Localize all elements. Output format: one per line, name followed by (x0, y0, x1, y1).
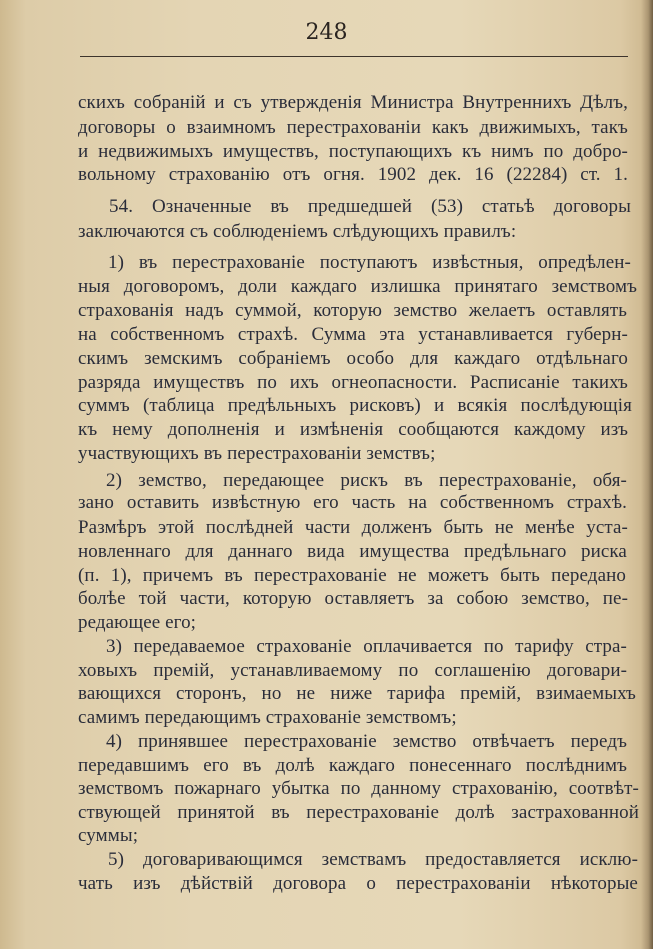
text-line: заключаются съ соблюденіемъ слѣдующихъ правилъ: (78, 221, 517, 242)
text-line: на собственномъ страхѣ. Сумма эта устанавливается губерн- (78, 324, 628, 345)
text-line: редающее его; (78, 612, 197, 633)
text-line: разряда имуществъ по ихъ огнеопасности. Расписаніе такихъ (78, 372, 628, 393)
text-line: суммы; (78, 825, 139, 846)
text-line: земствомъ пожарнаго убытка по данному страхованію, соотвѣт- (78, 778, 639, 799)
text-line: 54. Означенные въ предшедшей (53) статьѣ договоры (109, 196, 631, 217)
text-line: скимъ земскимъ собраніемъ особо для каждаго отдѣльнаго (78, 348, 628, 369)
text-line: самимъ передающимъ страхованіе земствомъ; (78, 707, 457, 728)
text-line: 3) передаваемое страхованіе оплачивается по тарифу стра- (106, 636, 627, 657)
text-line: 1) въ перестрахованіе поступаютъ извѣстныя, опредѣлен- (108, 252, 631, 273)
page-number: 248 (305, 20, 348, 45)
text-line: новленнаго для даннаго вида имущества предѣльнаго риска (78, 541, 627, 562)
text-line: вольному страхованію отъ огня. 1902 дек. 16 (22284) ст. 1. (78, 164, 628, 185)
text-line: (п. 1), причемъ въ перестрахованіе не можетъ быть передано (78, 565, 626, 586)
text-line: чать изъ дѣйствій договора о перестрахованіи нѣкоторые (78, 873, 638, 894)
text-line: суммъ (таблица предѣльныхъ рисковъ) и всякія послѣдующія (78, 395, 632, 416)
header-rule (80, 56, 628, 57)
text-line: передавшимъ его въ долѣ каждаго понесеннаго послѣднимъ (78, 755, 628, 776)
text-line: къ нему дополненія и измѣненія сообщаются каждому изъ (78, 419, 629, 440)
text-line: вающихся сторонъ, но не ниже тарифа премій, взимаемыхъ (78, 683, 636, 704)
text-line: и недвижимыхъ имуществъ, поступающихъ къ нимъ по добро- (78, 141, 628, 162)
text-line: Размѣръ этой послѣдней части долженъ быть не менѣе уста- (78, 517, 628, 538)
text-line: страхованія надъ суммой, которую земство желаетъ оставлять (78, 300, 628, 321)
page-edge-shadow (641, 0, 653, 949)
text-line: ховыхъ премій, устанавливаемому по соглашенію договари- (78, 660, 628, 681)
text-line: участвующихъ въ перестрахованіи земствъ; (78, 443, 436, 464)
text-line: скихъ собраній и съ утвержденія Министра Внутреннихъ Дѣлъ, (78, 92, 628, 113)
text-line: ствующей принятой въ перестрахованіе долѣ застрахованной (78, 802, 639, 823)
text-line: 4) принявшее перестрахованіе земство отвѣчаетъ передъ (106, 731, 628, 752)
text-line: договоры о взаимномъ перестрахованіи какъ движимыхъ, такъ (78, 117, 628, 138)
text-line: ныя договоромъ, доли каждаго излишка принятаго земствомъ (78, 276, 637, 297)
text-line: болѣе той части, которую оставляетъ за собою земство, пе- (78, 588, 629, 609)
text-line: 2) земство, передающее рискъ въ перестрахованіе, обя- (106, 470, 627, 491)
text-line: 5) договаривающимся земствамъ предоставляется исклю- (108, 849, 639, 870)
text-line: зано оставить извѣстную его часть на собственномъ страхѣ. (78, 492, 627, 513)
